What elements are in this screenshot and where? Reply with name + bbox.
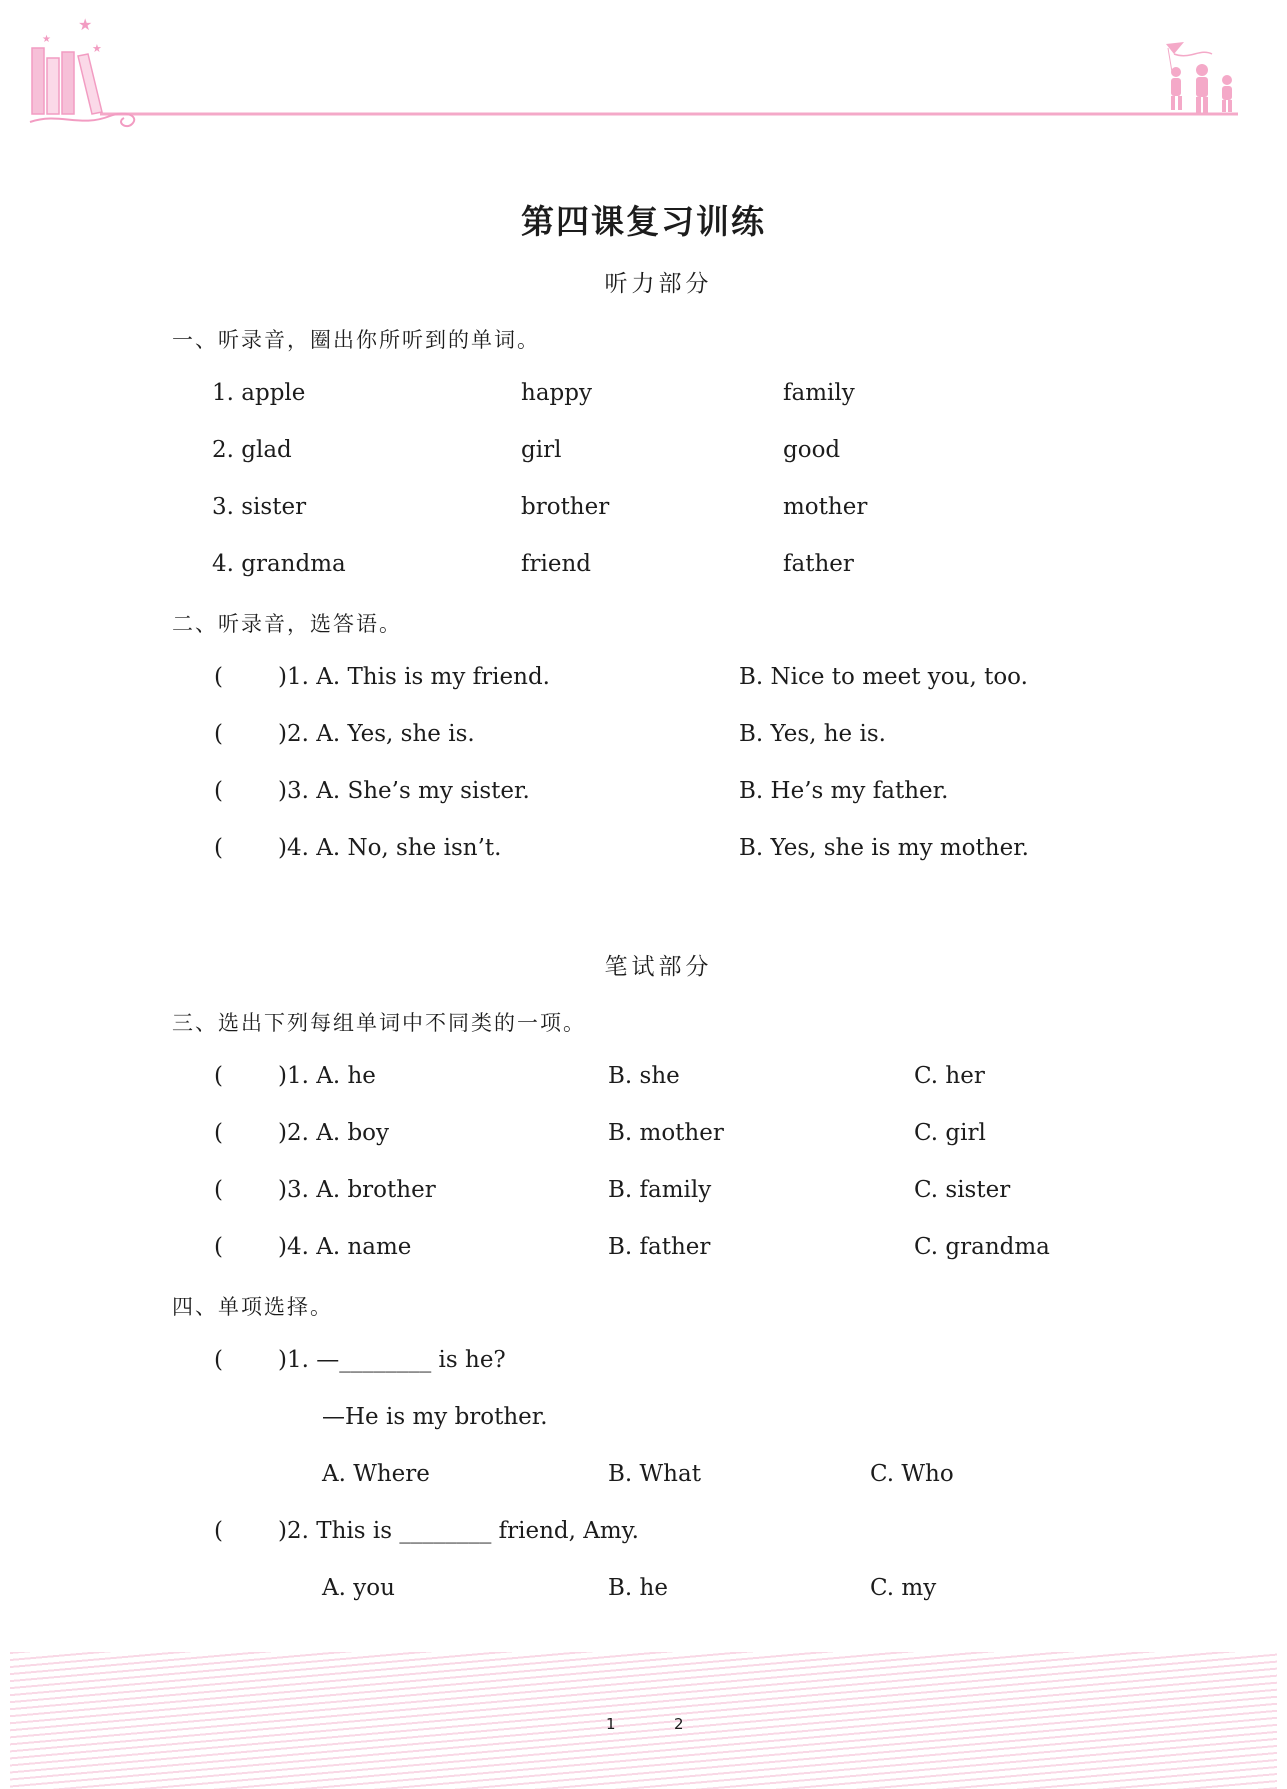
option-c: C. her [914,1063,985,1089]
written-heading: 笔试部分 [604,954,713,980]
question-item: )4. A. No, she isn’t. [278,835,502,861]
answer-blank[interactable]: ( [214,835,223,861]
question-item: )3. A. She’s my sister. [278,778,530,804]
page-number-left: 1 [606,1715,616,1733]
option-c: C. my [870,1575,937,1601]
svg-text:★: ★ [42,34,51,45]
option-b: B. Yes, he is. [739,721,886,747]
option-c: C. Who [870,1461,954,1487]
answer-blank[interactable]: ( [214,1177,223,1203]
option-c: C. sister [914,1177,1011,1203]
section-1-title: 一、听录音，圈出你所听到的单词。 [172,328,540,352]
word-option: good [783,437,841,463]
word-option: mother [783,494,868,520]
option-b: B. he [608,1575,668,1601]
word-option: father [783,551,854,577]
answer-blank[interactable]: ( [214,664,223,690]
option-b: B. He’s my father. [739,778,949,804]
word-option: family [783,380,855,406]
word-option: girl [521,437,562,463]
question-item: )1. A. This is my friend. [278,664,550,690]
svg-text:★: ★ [78,15,93,34]
option-b: B. father [608,1234,711,1260]
option-a: A. you [322,1575,395,1601]
option-b: B. family [608,1177,712,1203]
option-b: B. What [608,1461,701,1487]
answer-blank[interactable]: ( [214,1120,223,1146]
option-c: C. girl [914,1120,986,1146]
svg-text:★: ★ [92,42,102,55]
option-a: )4. A. name [278,1234,412,1260]
section-4-title: 四、单项选择。 [172,1295,333,1319]
option-a: A. Where [322,1461,430,1487]
word-option: 2. glad [212,437,292,463]
question-response: —He is my brother. [322,1404,548,1430]
answer-blank[interactable]: ( [214,721,223,747]
question-text: )2. This is ________ friend, Amy. [278,1518,639,1544]
section-2-title: 二、听录音，选答语。 [172,612,402,636]
option-c: C. grandma [914,1234,1050,1260]
answer-blank[interactable]: ( [214,1518,223,1544]
page-number-right: 2 [674,1715,684,1733]
question-item: )2. A. Yes, she is. [278,721,475,747]
header-decoration [0,0,1287,140]
footer-band [10,1652,1277,1789]
listening-heading: 听力部分 [604,271,713,297]
kite-family-icon [1166,42,1232,113]
word-option: happy [521,380,592,406]
option-a: )3. A. brother [278,1177,436,1203]
option-b: B. Nice to meet you, too. [739,664,1028,690]
answer-blank[interactable]: ( [214,1234,223,1260]
word-option: friend [521,551,592,577]
option-a: )1. A. he [278,1063,376,1089]
question-text: )1. —________ is he? [278,1347,506,1373]
answer-blank[interactable]: ( [214,1347,223,1373]
option-b: B. mother [608,1120,724,1146]
answer-blank[interactable]: ( [214,1063,223,1089]
section-3-title: 三、选出下列每组单词中不同类的一项。 [172,1011,586,1035]
page-title: 第四课复习训练 [521,202,766,241]
word-option: 3. sister [212,494,307,520]
option-b: B. Yes, she is my mother. [739,835,1029,861]
word-option: 4. grandma [212,551,346,577]
answer-blank[interactable]: ( [214,778,223,804]
word-option: 1. apple [212,380,306,406]
word-option: brother [521,494,610,520]
option-a: )2. A. boy [278,1120,390,1146]
books-icon [30,15,134,126]
option-b: B. she [608,1063,680,1089]
